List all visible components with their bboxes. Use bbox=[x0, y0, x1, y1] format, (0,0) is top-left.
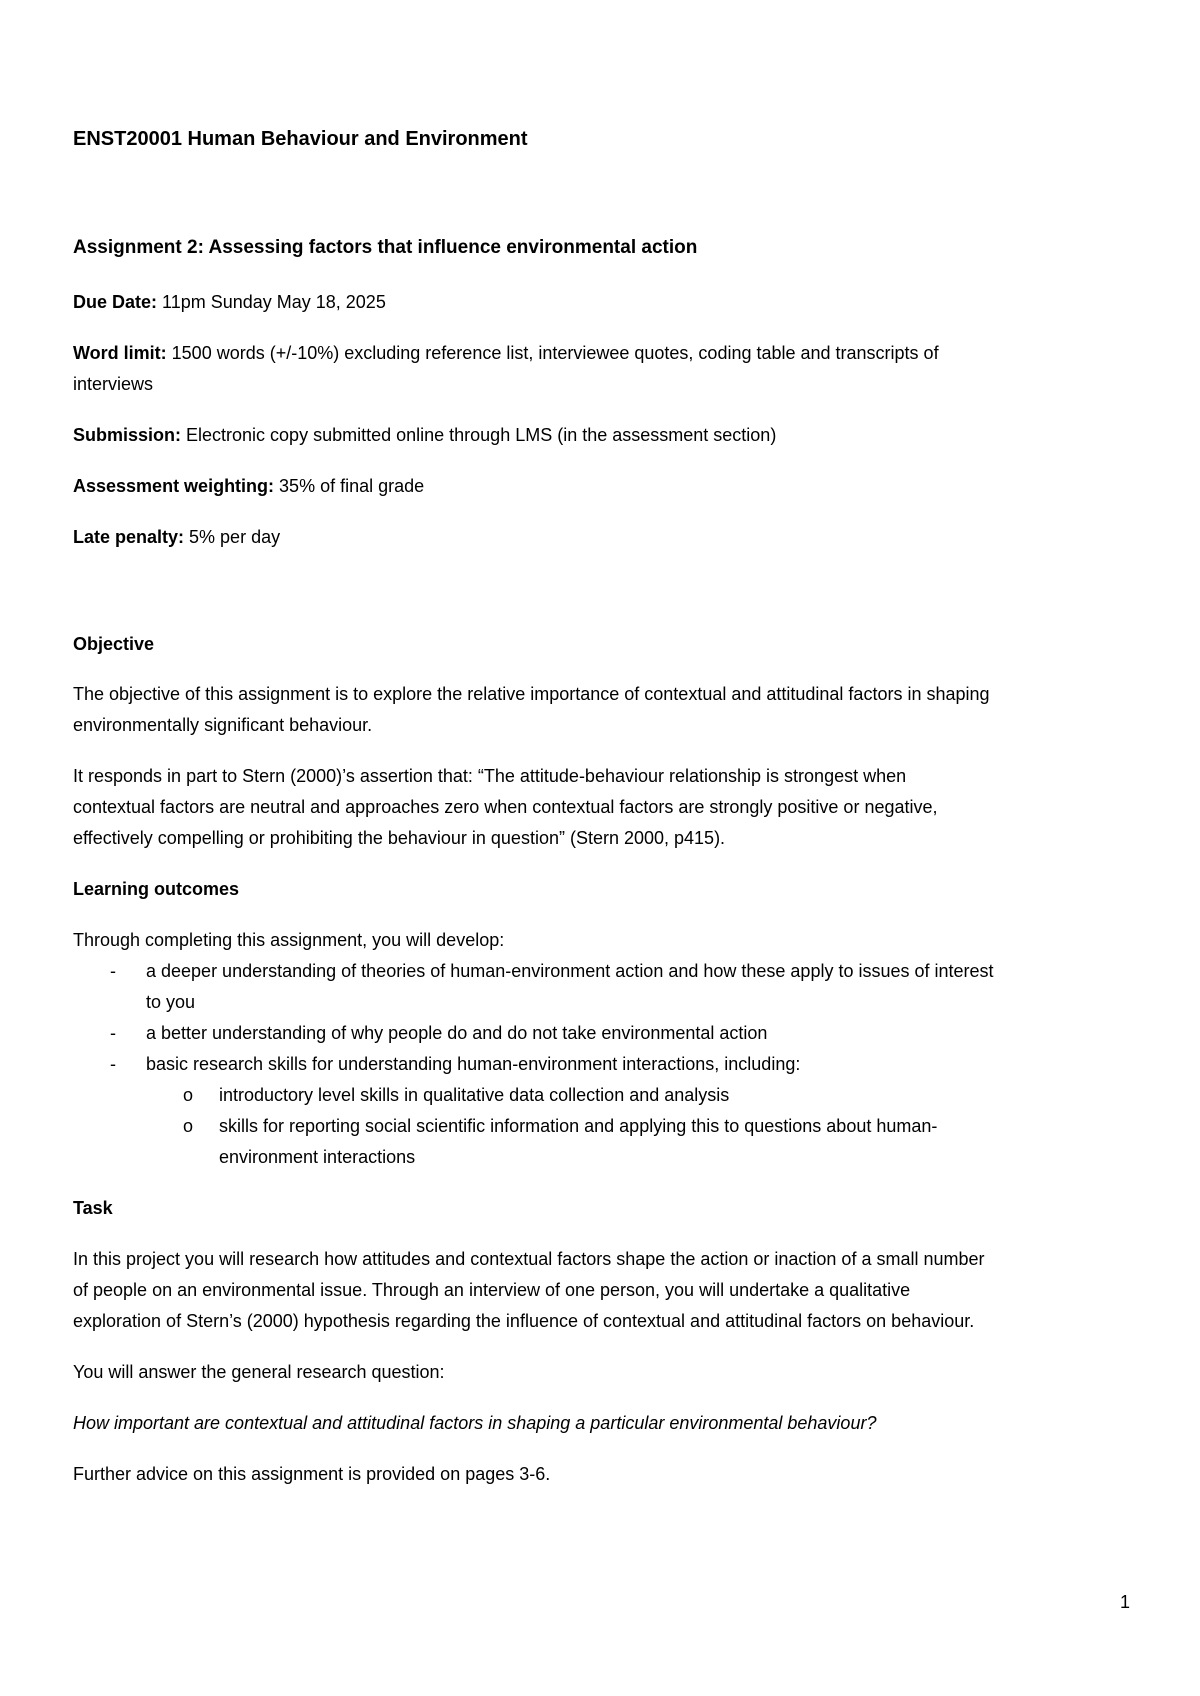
research-question: How important are contextual and attitudinal factors in shaping a particular environmental behaviour? bbox=[73, 1413, 877, 1433]
objective-paragraph-2-line-2: contextual factors are neutral and approaches zero when contextual factors are strongly positive or negative, bbox=[73, 797, 938, 817]
task-heading: Task bbox=[73, 1198, 113, 1218]
task-paragraph-1-line-3: exploration of Stern’s (2000) hypothesis regarding the influence of contextual and attitudinal factors on behaviour. bbox=[73, 1311, 975, 1331]
sub-bullet-2-line-1: skills for reporting social scientific information and applying this to questions about human- bbox=[219, 1116, 938, 1136]
objective-paragraph-2-line-3: effectively compelling or prohibiting the behaviour in question” (Stern 2000, p415). bbox=[73, 828, 726, 848]
page-number: 1 bbox=[1120, 1592, 1131, 1612]
task-paragraph-2: You will answer the general research question: bbox=[73, 1362, 445, 1382]
objective-paragraph-1-line-1: The objective of this assignment is to explore the relative importance of contextual and attitudinal factors in shaping bbox=[73, 684, 990, 704]
word-limit-label: Word limit: bbox=[73, 343, 167, 363]
late-penalty-label: Late penalty: bbox=[73, 527, 185, 547]
weighting-value: 35% of final grade bbox=[274, 476, 425, 496]
bullet-marker: - bbox=[110, 961, 116, 981]
task-paragraph-3: Further advice on this assignment is provided on pages 3-6. bbox=[73, 1464, 551, 1484]
sub-bullet-2-line-2: environment interactions bbox=[219, 1147, 416, 1167]
sub-bullet-marker: o bbox=[183, 1116, 194, 1136]
bullet-3: basic research skills for understanding human-environment interactions, including: bbox=[146, 1054, 801, 1074]
late-penalty-value: 5% per day bbox=[184, 527, 281, 547]
weighting-row bbox=[73, 474, 424, 498]
learning-outcomes-heading: Learning outcomes bbox=[73, 879, 240, 899]
task-paragraph-1-line-1: In this project you will research how attitudes and contextual factors shape the action or inaction of a small number bbox=[73, 1249, 985, 1269]
word-limit-value: 1500 words (+/-10%) excluding reference list, interviewee quotes, coding table and transcripts of bbox=[166, 343, 939, 363]
bullet-marker: - bbox=[110, 1023, 116, 1043]
submission-value: Electronic copy submitted online through LMS (in the assessment section) bbox=[181, 425, 777, 445]
late-penalty-row bbox=[73, 525, 280, 549]
assignment-title: Assignment 2: Assessing factors that influence environmental action bbox=[73, 237, 698, 258]
bullet-1-line-2: to you bbox=[146, 992, 196, 1012]
due-date-label: Due Date: bbox=[73, 292, 158, 312]
sub-bullet-1: introductory level skills in qualitative data collection and analysis bbox=[219, 1085, 730, 1105]
course-title: ENST20001 Human Behaviour and Environment bbox=[73, 128, 528, 150]
learning-outcomes-intro: Through completing this assignment, you will develop: bbox=[73, 930, 505, 950]
objective-heading: Objective bbox=[73, 634, 155, 654]
due-date-value: 11pm Sunday May 18, 2025 bbox=[157, 292, 386, 312]
objective-paragraph-1-line-2: environmentally significant behaviour. bbox=[73, 715, 373, 735]
objective-paragraph-2-line-1: It responds in part to Stern (2000)’s assertion that: “The attitude-behaviour relationship is strongest when bbox=[73, 766, 907, 786]
bullet-marker: - bbox=[110, 1054, 116, 1074]
task-paragraph-1-line-2: of people on an environmental issue. Through an interview of one person, you will undertake a qualitative bbox=[73, 1280, 911, 1300]
due-date-row bbox=[73, 290, 386, 314]
word-limit-value-continued: interviews bbox=[73, 374, 154, 394]
sub-bullet-marker: o bbox=[183, 1085, 194, 1105]
weighting-label: Assessment weighting: bbox=[73, 476, 275, 496]
bullet-1-line-1: a deeper understanding of theories of human-environment action and how these apply to issues of interest bbox=[146, 961, 994, 981]
bullet-2: a better understanding of why people do and do not take environmental action bbox=[146, 1023, 768, 1043]
submission-row bbox=[73, 423, 776, 447]
word-limit-row bbox=[73, 341, 939, 365]
submission-label: Submission: bbox=[73, 425, 182, 445]
